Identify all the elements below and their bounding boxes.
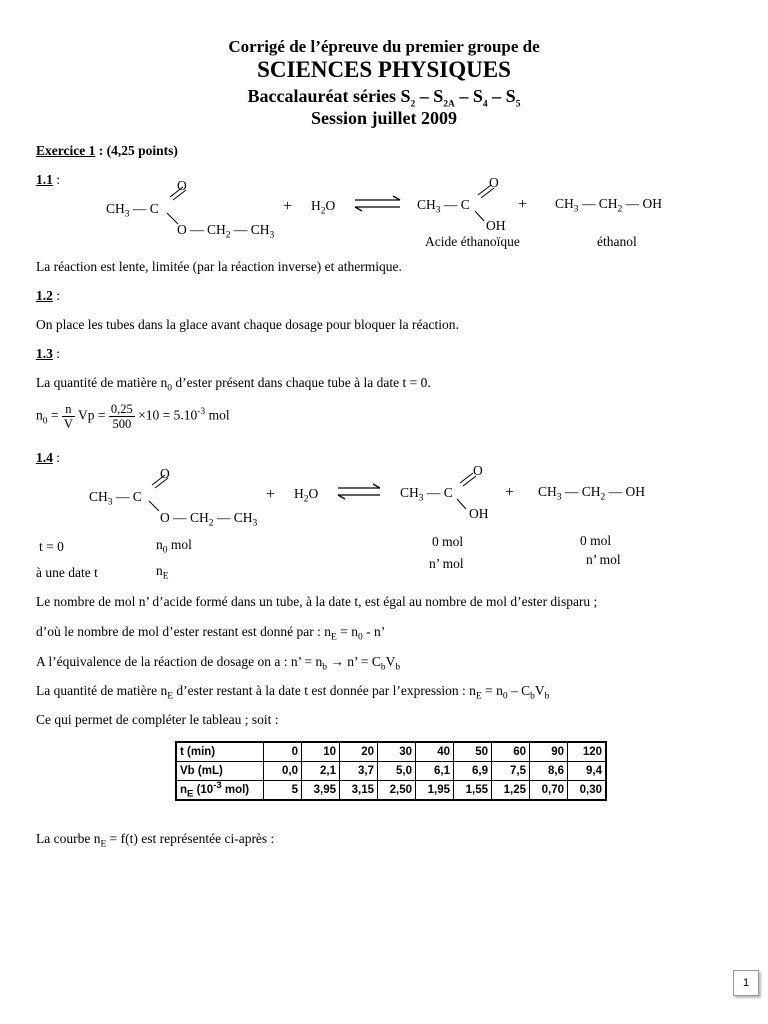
text-sub: b [380, 662, 386, 673]
formula-sub: 3 [252, 518, 258, 529]
table-cell: 40 [416, 742, 454, 762]
formula-sub: 3 [556, 492, 562, 503]
text: n’ = C [347, 654, 381, 669]
alcohol-name: éthanol [597, 234, 637, 249]
q14-paragraph-5: Ce qui permet de compléter le tableau ; soit : [36, 712, 279, 727]
q12-label-text: 1.2 [36, 288, 53, 303]
eq-sub: 0 [42, 416, 48, 427]
ethanol-formula [555, 196, 663, 215]
eq-text: n [36, 407, 43, 423]
text-sub: 0 [162, 545, 168, 556]
text: n [180, 784, 188, 796]
formula-text: H [294, 486, 304, 501]
text: - n’ [362, 624, 386, 639]
acid-carbonyl-o: O [489, 175, 499, 190]
formula-sub: 2 [208, 518, 214, 529]
table-cell: 9,4 [568, 762, 607, 781]
text: (10 [193, 784, 214, 796]
plus-sign: + [505, 484, 515, 501]
formula-text: — OH [605, 484, 646, 499]
text: La courbe n [36, 831, 101, 846]
formula-sub: 3 [418, 493, 424, 504]
table-cell: 10 [302, 742, 340, 762]
fraction-n-over-v [62, 402, 75, 431]
formula-text: — C [129, 201, 159, 216]
curve-caption [36, 831, 275, 850]
text-sub: b [544, 691, 550, 702]
q14-paragraph-2 [36, 624, 386, 643]
acid-formula-left [400, 485, 453, 504]
acid-hydroxyl: OH [486, 218, 506, 233]
q11-comment: La réaction est lente, limitée (par la réaction inverse) et athermique. [36, 259, 402, 274]
text-sub: E [167, 691, 174, 702]
doc-title-line1: Corrigé de l’épreuve du premier groupe de [228, 37, 540, 56]
eq-text: = [47, 407, 62, 423]
fraction-den: V [63, 417, 73, 431]
text: n [156, 563, 163, 578]
table-cell: 6,1 [416, 762, 454, 781]
series-text: Baccalauréat séries S [247, 86, 411, 106]
text: n [156, 537, 163, 552]
ester-carbonyl-o: O [160, 466, 170, 481]
fraction-num: n [62, 402, 75, 417]
formula-text: H [311, 198, 321, 213]
results-table [175, 741, 607, 801]
table-cell: 1,55 [454, 781, 492, 801]
formula-sub: 2 [320, 206, 326, 217]
text: mol) [221, 784, 250, 796]
q14-colon: : [52, 450, 61, 465]
formula-text: CH [538, 484, 557, 499]
text: A l’équivalence de la réaction de dosage on a : n’ = n [36, 654, 323, 669]
formula-text: — CH [213, 510, 253, 525]
formula-text: O — CH [177, 222, 226, 237]
arrow-icon: → [327, 654, 348, 669]
fraction-num: 0,25 [110, 402, 133, 416]
ester-formula-left [106, 201, 159, 220]
page-number-badge: 1 [733, 970, 759, 996]
text-sub: E [187, 788, 194, 800]
formula-text: — CH [230, 222, 270, 237]
table-cell: 0,30 [568, 781, 607, 801]
text-sub: E [162, 571, 169, 582]
series-text: – S [454, 86, 483, 106]
formula-text: O — CH [160, 510, 209, 525]
doc-title-session: Session juillet 2009 [310, 108, 457, 128]
water-formula [294, 486, 319, 505]
formula-text: CH [417, 197, 436, 212]
fraction-concentration [109, 402, 135, 431]
row-header-moles [176, 781, 264, 801]
q12-label [36, 288, 60, 304]
table-cell: 6,9 [454, 762, 492, 781]
acid-formula-left [417, 197, 470, 216]
series-sub: 2A [443, 99, 455, 110]
text-exp: -3 [213, 780, 222, 792]
row-header-time: t (min) [176, 742, 264, 762]
table-cell: 1,95 [416, 781, 454, 801]
ester-formula-left [89, 489, 142, 508]
q12-colon: : [52, 288, 61, 303]
formula-text: — C [112, 489, 142, 504]
table-cell: 0,0 [264, 762, 302, 781]
q13-colon: : [52, 346, 61, 361]
text-sub: b [395, 662, 401, 673]
q12-text: On place les tubes dans la glace avant chaque dosage pour bloquer la réaction. [36, 317, 459, 332]
formula-sub: 3 [107, 497, 113, 508]
q13-label [36, 346, 60, 362]
series-sub: 2 [410, 99, 416, 110]
row-label-t0: t = 0 [39, 539, 64, 554]
text-sub: 0 [357, 632, 363, 643]
text: = f(t) est représentée ci-après : [106, 831, 275, 846]
fraction-den: 500 [112, 417, 132, 431]
text: mol [167, 537, 192, 552]
text: = n [481, 683, 503, 698]
formula-text: O [308, 486, 319, 501]
formula-text: O [325, 198, 336, 213]
formula-sub: 3 [435, 205, 441, 216]
acid-amount-t: n’ mol [429, 556, 464, 571]
formula-text: — OH [622, 196, 663, 211]
formula-text: — CH [561, 484, 601, 499]
exercise-title: Exercice 1 [36, 143, 96, 158]
q14-paragraph-3 [36, 654, 401, 673]
formula-text: — C [440, 197, 470, 212]
text-sub: E [100, 839, 107, 850]
row-header-volume: Vb (mL) [176, 762, 264, 781]
text-sub: E [475, 691, 482, 702]
text: d’ester présent dans chaque tube à la date t = 0. [171, 375, 431, 390]
text: d’ester restant à la date t est donnée par l’expression : n [173, 683, 476, 698]
alcohol-amount-t: n’ mol [586, 552, 621, 567]
q11-label-text: 1.1 [36, 172, 53, 187]
q11-colon: : [52, 172, 61, 187]
table-row-volume [176, 762, 606, 781]
table-row-time [176, 742, 606, 762]
formula-sub: 2 [617, 204, 623, 215]
q13-label-text: 1.3 [36, 346, 53, 361]
table-cell: 30 [378, 742, 416, 762]
table-cell: 120 [568, 742, 607, 762]
formula-text: — CH [578, 196, 618, 211]
table-cell: 3,95 [302, 781, 340, 801]
q13-equation [36, 402, 230, 431]
table-row-moles [176, 781, 606, 801]
ester-alkoxy-group [177, 222, 275, 241]
table-cell: 3,15 [340, 781, 378, 801]
q14-label-text: 1.4 [36, 450, 53, 465]
water-formula [311, 198, 336, 217]
formula-text: CH [400, 485, 419, 500]
table-cell: 90 [530, 742, 568, 762]
eq-text: ×10 = 5.10 [134, 407, 198, 423]
ester-carbonyl-o: O [177, 178, 187, 193]
text-sub: E [331, 632, 337, 643]
table-cell: 20 [340, 742, 378, 762]
plus-sign: + [283, 198, 293, 215]
text: La quantité de matière n [36, 375, 168, 390]
text-sub: 0 [502, 691, 508, 702]
formula-sub: 2 [303, 494, 309, 505]
q14-label [36, 450, 60, 466]
table-cell: 0 [264, 742, 302, 762]
formula-sub: 2 [600, 492, 606, 503]
text: = n [336, 624, 358, 639]
table-cell: 3,7 [340, 762, 378, 781]
row-label-date-t: à une date t [36, 565, 98, 580]
q13-text [36, 375, 431, 394]
table-cell: 2,50 [378, 781, 416, 801]
table-cell: 60 [492, 742, 530, 762]
formula-text: CH [106, 201, 125, 216]
text: – C [507, 683, 531, 698]
text: V [534, 683, 545, 698]
series-sub: 4 [482, 99, 488, 110]
text-sub: b [530, 691, 535, 702]
ester-amount-t [156, 563, 169, 582]
text-sub: b [322, 662, 327, 673]
table-cell: 0,70 [530, 781, 568, 801]
table-cell: 2,1 [302, 762, 340, 781]
text: V [385, 654, 396, 669]
q14-paragraph-1: Le nombre de mol n’ d’acide formé dans un tube, à la date t, est égal au nombre de mol d’ester disparu ; [36, 594, 598, 609]
series-sub: 5 [515, 99, 521, 110]
eq-exp: -3 [197, 407, 206, 418]
ethanol-formula [538, 484, 646, 503]
series-text: – S [487, 86, 516, 106]
plus-sign: + [266, 486, 276, 503]
series-text: – S [415, 86, 444, 106]
acid-carbonyl-o: O [473, 463, 483, 478]
text-sub: 0 [167, 383, 172, 394]
plus-sign: + [518, 196, 528, 213]
ester-alkoxy-group [160, 510, 258, 529]
table-cell: 8,6 [530, 762, 568, 781]
exercise-points: : (4,25 points) [95, 143, 178, 158]
formula-sub: 3 [124, 209, 130, 220]
formula-sub: 2 [225, 230, 231, 241]
text: La quantité de matière n [36, 683, 168, 698]
formula-text: CH [89, 489, 108, 504]
ester-amount-t0 [156, 537, 192, 556]
table-cell: 1,25 [492, 781, 530, 801]
acid-hydroxyl: OH [469, 506, 489, 521]
eq-text: mol [205, 407, 230, 423]
table-cell: 50 [454, 742, 492, 762]
text: d’où le nombre de mol d’ester restant est donné par : n [36, 624, 332, 639]
formula-sub: 3 [573, 204, 579, 215]
formula-text: — C [423, 485, 453, 500]
formula-sub: 3 [269, 230, 275, 241]
formula-text: CH [555, 196, 574, 211]
alcohol-amount-t0: 0 mol [580, 533, 612, 548]
table-cell: 5 [264, 781, 302, 801]
table-cell: 5,0 [378, 762, 416, 781]
acid-name: Acide éthanoïque [425, 234, 520, 249]
q14-paragraph-4 [36, 683, 550, 702]
acid-amount-t0: 0 mol [432, 534, 464, 549]
doc-title-subject: SCIENCES PHYSIQUES [257, 57, 511, 82]
eq-text: Vp = [74, 407, 109, 423]
table-cell: 7,5 [492, 762, 530, 781]
